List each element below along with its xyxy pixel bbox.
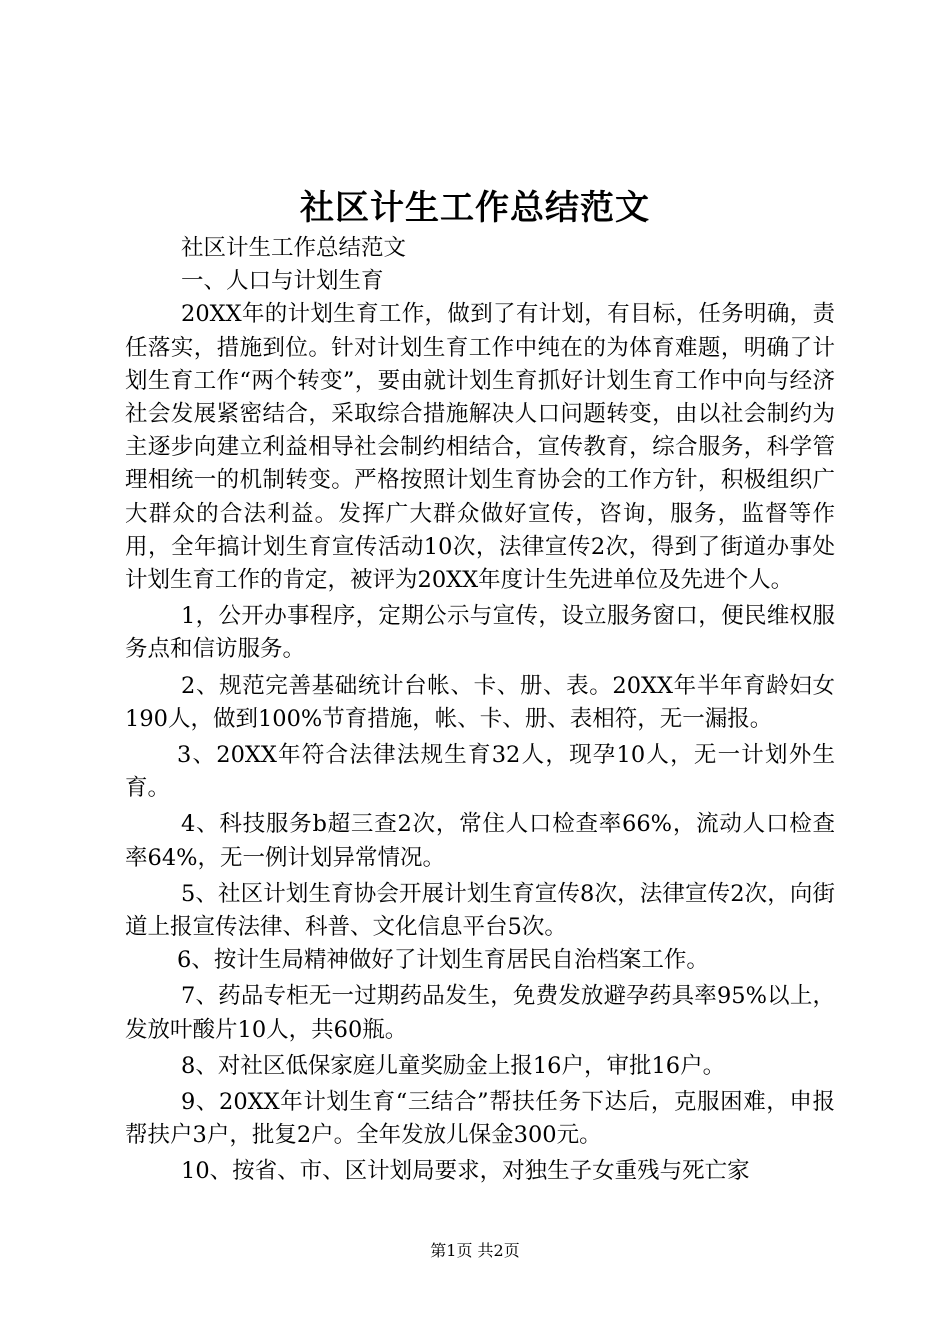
list-item: 2、规范完善基础统计台帐、卡、册、表。20XX年半年育龄妇女190人，做到100%节育措施，帐、卡、册、表相符，无一漏报。 bbox=[125, 672, 835, 732]
list-item: 8、对社区低保家庭儿童奖励金上报16户，审批16户。 bbox=[181, 1052, 726, 1079]
list-item: 7、药品专柜无一过期药品发生，免费发放避孕药具率95%以上，发放叶酸片10人，共60瓶。 bbox=[125, 983, 835, 1043]
list-item: 10、按省、市、区计划局要求，对独生子女重残与死亡家 bbox=[181, 1158, 750, 1185]
document-title: 社区计生工作总结范文 bbox=[300, 188, 650, 228]
list-item: 9、20XX年计划生育“三结合”帮扶任务下达后，克服困难，申报帮扶户3户，批复2户。全年发放儿保金300元。 bbox=[125, 1089, 835, 1149]
document-body bbox=[125, 232, 835, 1189]
paragraph: 社区计生工作总结范文 bbox=[181, 235, 407, 261]
list-item: 3、20XX年符合法律法规生育32人，现孕10人，无一计划外生育。 bbox=[125, 742, 835, 802]
list-item: 4、科技服务b超三查2次，常住人口检查率66%，流动人口检查率64%，无一例计划异常情况。 bbox=[125, 811, 835, 871]
list-item: 6、按计生局精神做好了计划生育居民自治档案工作。 bbox=[177, 947, 709, 974]
list-item: 1，公开办事程序，定期公示与宣传，设立服务窗口，便民维权服务点和信访服务。 bbox=[125, 603, 835, 663]
section-heading: 一、人口与计划生育 bbox=[181, 268, 384, 295]
list-item: 5、社区计划生育协会开展计划生育宣传8次，法律宣传2次，向街道上报宣传法律、科普、文化信息平台5次。 bbox=[125, 880, 835, 941]
page-number: 第1页 共2页 bbox=[430, 1241, 520, 1260]
paragraph: 20XX年的计划生育工作，做到了有计划，有目标，任务明确，责任落实，措施到位。针对计划生育工作中纯在的为体育难题，明确了计划生育工作“两个转变”，要由就计划生育抓好计划生育工作中向与经济社会发展紧密结合，采取综合措施解决人口问题转变，由以社会制约为主逐步向建立利益相导社会制约相结合，宣传教育，综合服务，科学管理相统一的机制转变。严格按照计划生育协会的工作方针，积极组织广大群众的合法利益。发挥广大群众做好宣传，咨询，服务，监督等作用，全年搞计划生育宣传活动10次，法律宣传2次，得到了街道办事处计划生育工作的肯定，被评为20XX年度计生先进单位及先进个人。 bbox=[125, 301, 835, 594]
